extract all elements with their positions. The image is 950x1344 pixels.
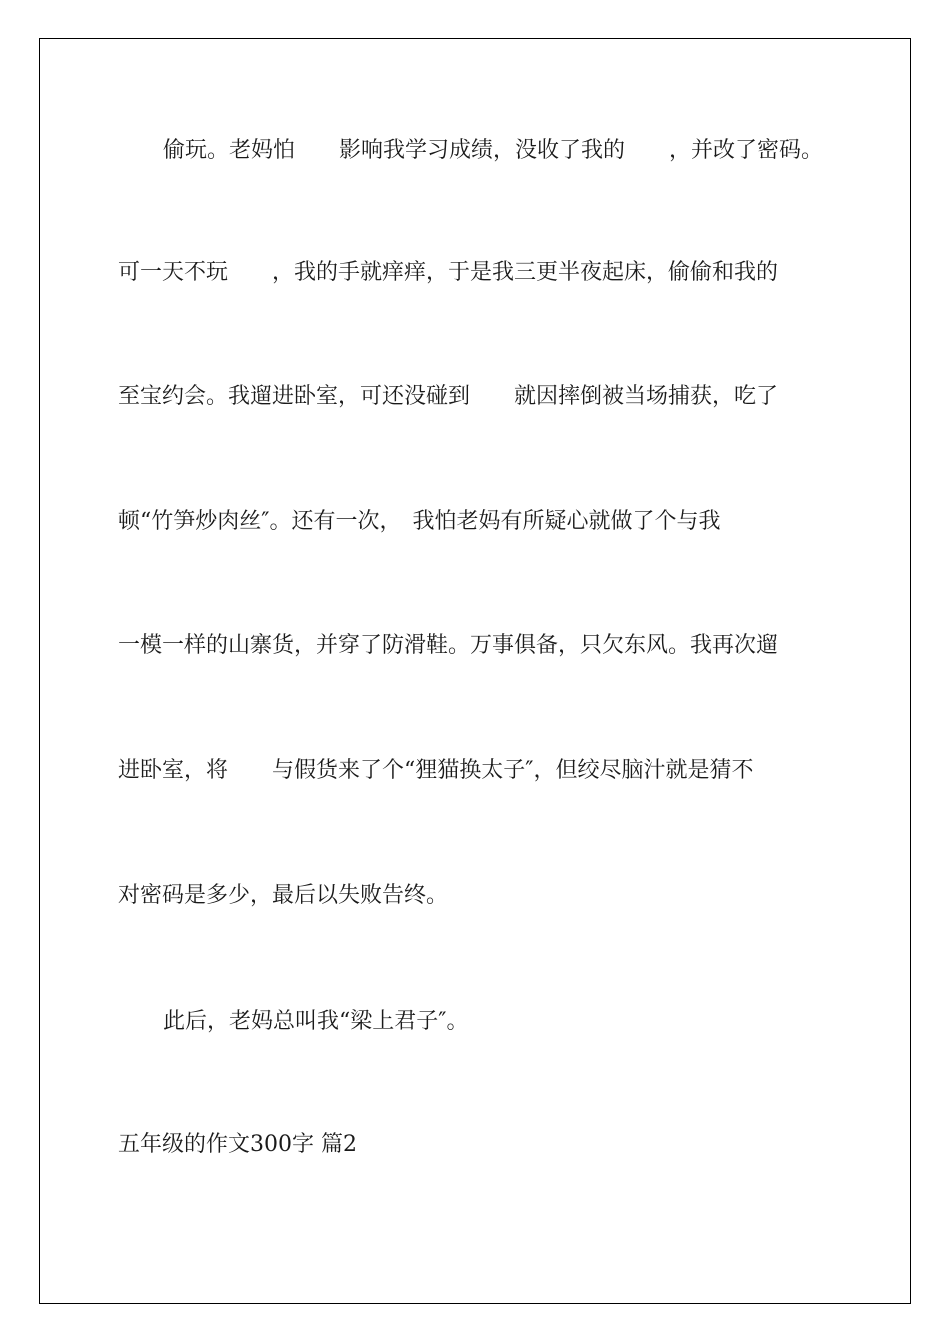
paragraph-line: 偷玩。老妈怕 影响我学习成绩，没收了我的 ，并改了密码。 (163, 138, 824, 163)
paragraph-line: 此后，老妈总叫我“梁上君子″。 (163, 1009, 469, 1034)
section-heading: 五年级的作文300字 篇2 (118, 1132, 357, 1157)
paragraph-line: 进卧室，将 与假货来了个“狸猫换太子″，但绞尽脑汁就是猜不 (118, 758, 754, 783)
paragraph-line: 一模一样的山寨货，并穿了防滑鞋。万事俱备，只欠东风。我再次遛 (118, 633, 779, 658)
page-border (39, 38, 911, 1304)
paragraph-line: 顿“竹笋炒肉丝″。还有一次， 我怕老妈有所疑心就做了个与我 (118, 509, 721, 534)
paragraph-line: 至宝约会。我遛进卧室，可还没碰到 就因摔倒被当场捕获，吃了 (118, 384, 779, 409)
paragraph-line: 对密码是多少，最后以失败告终。 (118, 883, 449, 908)
paragraph-line: 可一天不玩 ，我的手就痒痒，于是我三更半夜起床，偷偷和我的 (118, 260, 779, 285)
